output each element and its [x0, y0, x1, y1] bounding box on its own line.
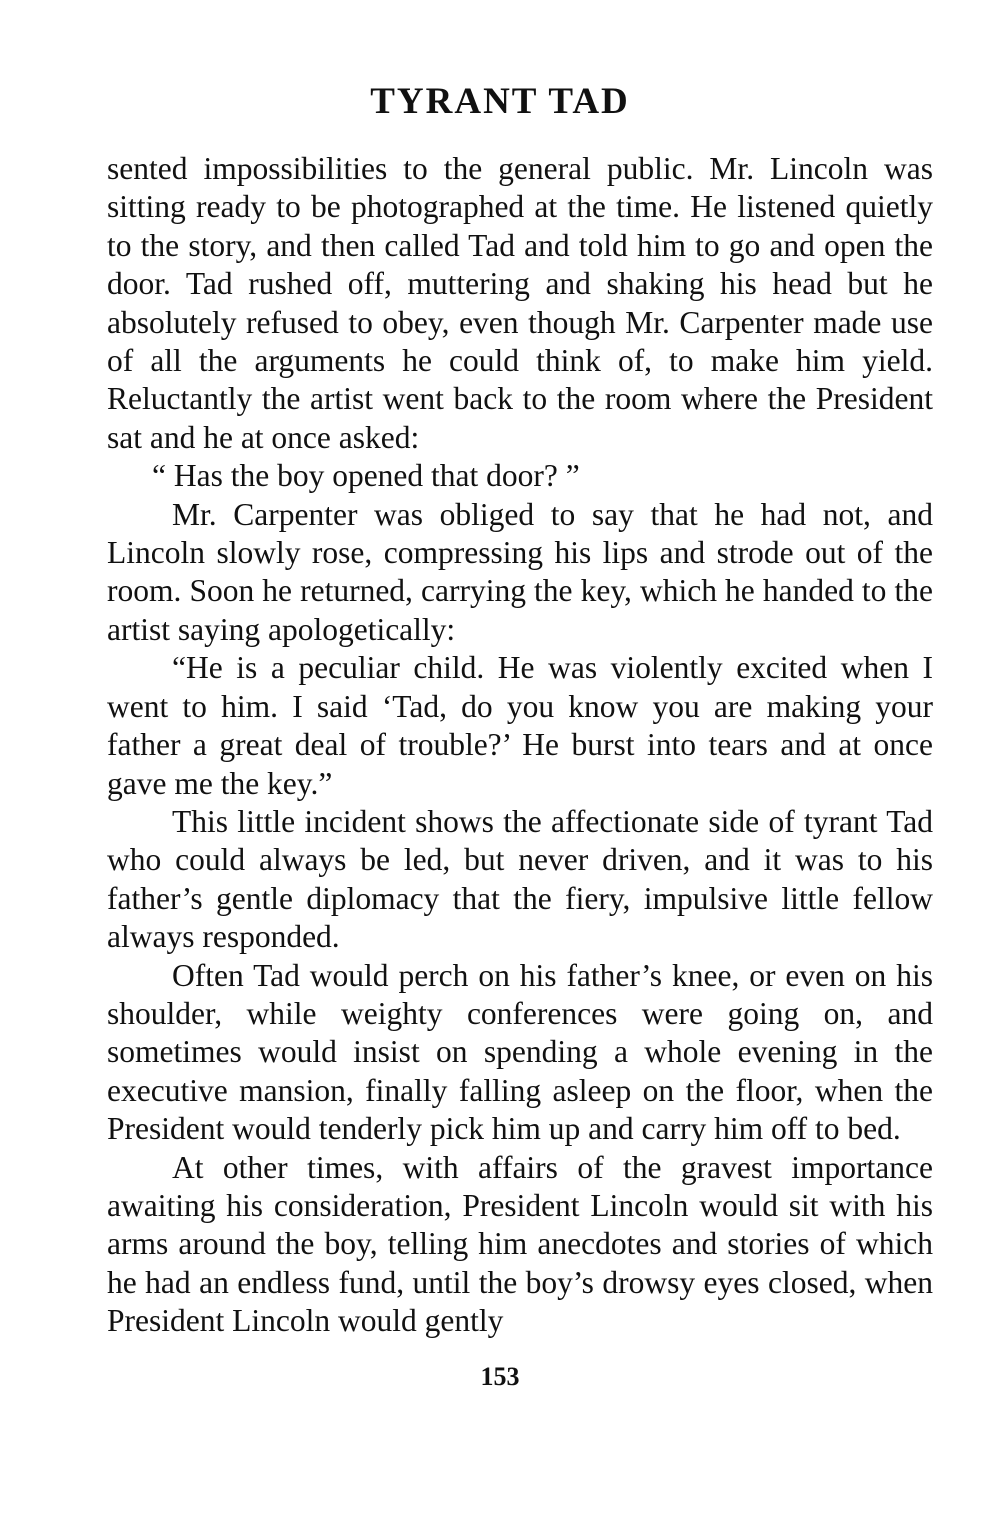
paragraph: sented impossibilities to the general public. Mr. Lincoln was sitting ready to be photographed at the time. He listened quietly to the story, and then called Tad and told him to go and open the door. Tad rushed off, muttering and shaking his head but he absolutely refused to obey, even though Mr. Carpenter made use of all the arguments he could think of, to make him yield. Reluctantly the artist went back to the room where the President sat and he at once asked:	[107, 151, 933, 455]
page-number: 153	[480, 1362, 520, 1391]
paragraph: Mr. Carpenter was obliged to say that he had not, and Lincoln slowly rose, compressing his lips and strode out of the room. Soon he returned, carrying the key, which he handed to the artist saying apologetically:	[107, 496, 933, 647]
paragraph: This little incident shows the affectionate side of tyrant Tad who could always be led, but never driven, and it was to his father’s gentle diplomacy that the fiery, impulsive little fellow always responded.	[107, 803, 933, 955]
body-text	[107, 150, 933, 1341]
running-head: TYRANT TAD	[370, 81, 630, 122]
paragraph-quote: “ Has the boy opened that door? ”	[152, 458, 580, 494]
paragraph-quote: “He is a peculiar child. He was violently excited when I went to him. I said ‘Tad, do you know you are making your father a great deal of trouble?’ He burst into tears and at once gave me the key.”	[107, 650, 933, 801]
paragraph: At other times, with affairs of the gravest importance awaiting his consideration, President Lincoln would sit with his arms around the boy, telling him anecdotes and stories of which he had an endless fund, until the boy’s drowsy eyes closed, when President Lincoln would gently	[107, 1149, 933, 1339]
paragraph: Often Tad would perch on his father’s knee, or even on his shoulder, while weighty conferences were going on, and sometimes would insist on spending a whole evening in the executive mansion, finally falling asleep on the floor, when the President would tenderly pick him up and carry him off to bed.	[107, 957, 933, 1147]
